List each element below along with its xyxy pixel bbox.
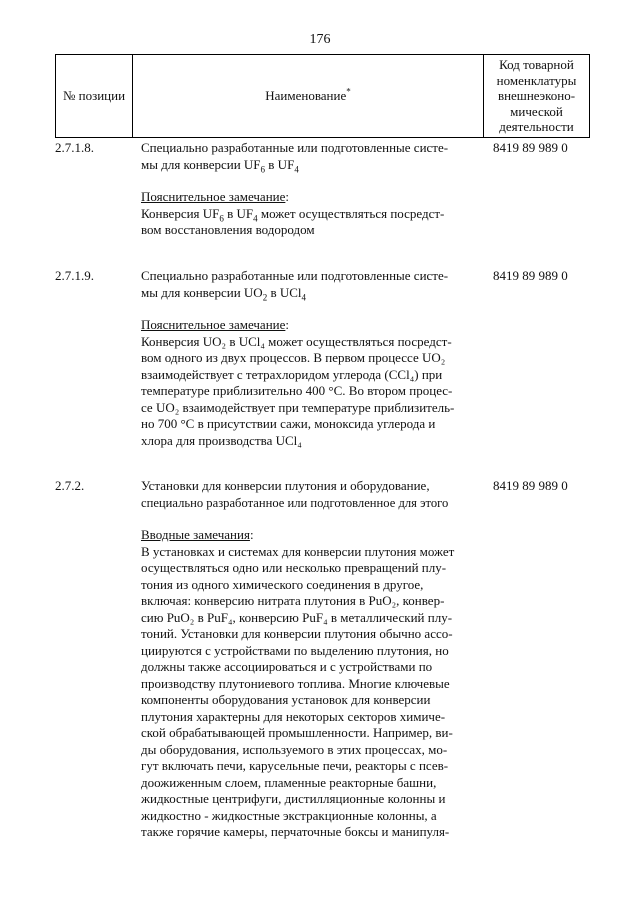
note-line: Конверсия UO₂ в UCl₄ может осуществляться посредст- [141, 333, 452, 349]
note-text: Конверсия UF [141, 205, 220, 221]
note-label-text: Вводные замечания [141, 527, 250, 542]
note-line: вом восстановления водородом [141, 222, 315, 237]
note-line: но 700 °С в присутствии сажи, моноксида углерода и [141, 416, 436, 431]
note-line: сию PuO₂ в PuF₄, конверсию PuF₄ в металлический плу- [141, 609, 453, 625]
note-line: жидкостно - жидкостные экстракционные колонны, а [141, 807, 437, 823]
title-subscript: 2 [262, 292, 268, 303]
title-line: Специально разработанные или подготовленные систе- [141, 268, 449, 283]
note-line: включая: конверсию нитрата плутония в PuO₂, конвер- [141, 593, 445, 608]
note-paragraph [141, 544, 483, 841]
entry-body [141, 140, 483, 239]
page-number: 176 [309, 32, 331, 47]
note-line: хлора для производства UCl₄ [141, 432, 302, 448]
note-label: Пояснительное замечание: [141, 189, 290, 204]
title-text: мы для конверсии UO [141, 284, 263, 300]
title-line [141, 285, 483, 302]
title-line: Специально разработанные или подготовленные систе- [141, 140, 449, 155]
note-line: производству плутониевого топлива. Многие ключевые [141, 675, 450, 691]
note-line: жидкостные центрифуги, дистилляционные колонны и [141, 791, 446, 806]
note-line: компоненты оборудования установок для конверсии [141, 692, 431, 707]
entry-position: 2.7.2. [55, 478, 85, 493]
note-label: Вводные замечания: [141, 527, 254, 542]
note-subscript: 4 [253, 213, 258, 224]
note-line: тоний. Установки для конверсии плутония обычно ассо- [141, 626, 453, 641]
title-text: в UCl [267, 284, 302, 300]
header-code-line: номенклатуры [496, 72, 577, 88]
note-line: тония из одного химического соединения в другое, [141, 576, 424, 592]
header-name [133, 55, 484, 138]
note-label-text: Пояснительное замечание [141, 189, 286, 204]
header-name-footnote-mark: * [346, 86, 351, 97]
note-line: осуществляться одно или несколько превращений плу- [141, 560, 447, 575]
note-paragraph [141, 334, 483, 450]
note-line: циируются с устройствами по выделению плутония, но [141, 642, 449, 658]
note-line: также горячие камеры, перчаточные боксы и манипуля- [141, 824, 450, 839]
title-subscript: 6 [260, 164, 266, 175]
note-line: должны также ассоциироваться и с устройствами по [141, 659, 433, 674]
header-code [484, 55, 590, 138]
entry-code: 8419 89 989 0 [493, 268, 568, 283]
note-label-text: Пояснительное замечание [141, 317, 286, 332]
note-subscript: 6 [219, 213, 224, 224]
entry-body [141, 478, 483, 841]
header-code-line: внешнеэконо- [497, 88, 576, 104]
note-line: плутония характерны для некоторых секторов химиче- [141, 708, 446, 724]
note-label: Пояснительное замечание: [141, 317, 290, 332]
entry-title [141, 268, 483, 301]
note-line [141, 206, 483, 223]
title-subscript: 4 [294, 164, 299, 175]
title-text: мы для конверсии UF [141, 156, 261, 172]
header-position-label: № позиции [62, 87, 126, 103]
header-name-label: Наименование [265, 87, 347, 103]
entry-title [141, 478, 483, 511]
note-line: В установках и системах для конверсии плутония может [141, 543, 455, 559]
note-text: в UF [223, 205, 254, 221]
entry-position: 2.7.1.9. [55, 268, 94, 283]
header-code-line: деятельности [499, 119, 574, 135]
note-line: гут включать печи, карусельные печи, реакторы с псев- [141, 758, 449, 773]
note-line: вом одного из двух процессов. В первом процессе UO₂ [141, 350, 446, 365]
note-line: ды оборудования, используемого в этих процессах, мо- [141, 741, 448, 757]
title-subscript: 4 [301, 292, 307, 303]
header-code-line: Код товарной [499, 57, 574, 72]
note-line: се UO₂ взаимодействует при температуре приблизитель- [141, 399, 455, 415]
entry-body [141, 268, 483, 449]
entry-title [141, 140, 483, 173]
table-header [55, 54, 590, 138]
entry-code: 8419 89 989 0 [493, 478, 568, 493]
title-line [141, 157, 483, 174]
header-position [56, 55, 133, 138]
entry-position: 2.7.1.8. [55, 140, 94, 155]
header-code-line: мической [510, 103, 563, 119]
note-line: доожиженным слоем, пламенные реакторные башни, [141, 774, 437, 790]
note-line: температуре приблизительно 400 °С. Во втором процес- [141, 383, 453, 398]
note-line: взаимодействует с тетрахлоридом углерода (CCl₄) при [141, 366, 443, 382]
title-text: в UF [265, 156, 295, 172]
title-line: Установки для конверсии плутония и оборудование, [141, 478, 430, 493]
note-line: ской обрабатывающей промышленности. Например, ви- [141, 725, 453, 740]
entry-code: 8419 89 989 0 [493, 140, 568, 155]
title-line: специально разработанное или подготовленное для этого [141, 495, 449, 510]
note-text: может осуществляться посредст- [257, 205, 445, 221]
